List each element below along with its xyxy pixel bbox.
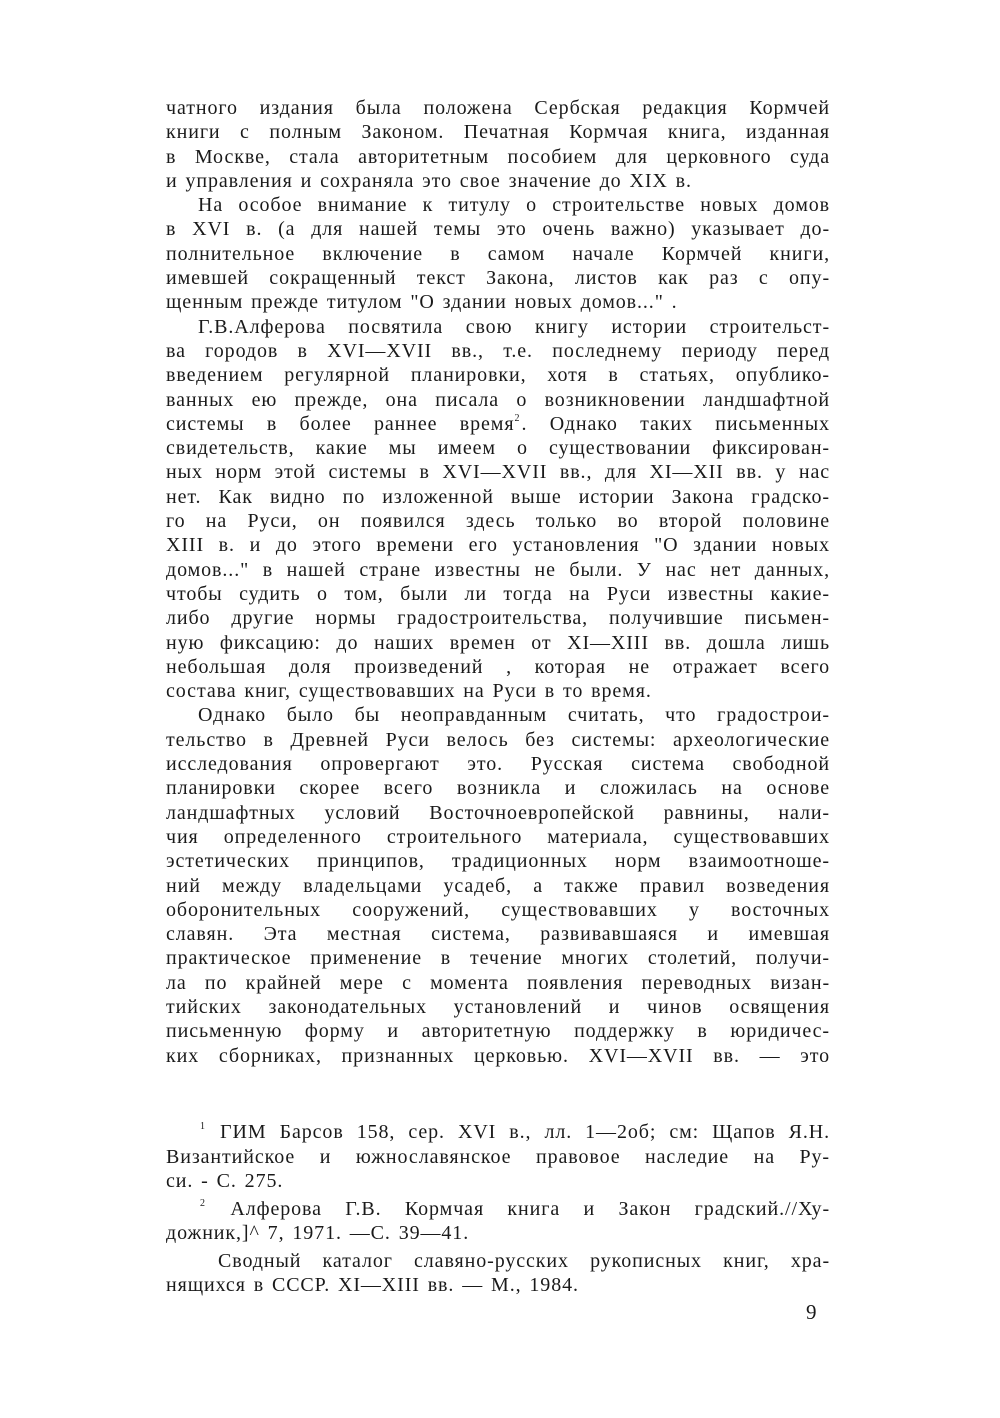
text-line: чтобы судить о том, были ли тогда на Руси известны какие- xyxy=(166,582,830,605)
text-line: оборонительных сооружений, существовавших у восточных xyxy=(166,898,830,921)
text-line-with-footnote-ref xyxy=(166,412,830,436)
text-line: полнительное включение в самом начале Кормчей книги, xyxy=(166,242,830,265)
paragraph-2 xyxy=(166,193,830,314)
text-line: ных норм этой системы в XVI—XVII вв., для XI—XII вв. у нас xyxy=(166,461,830,484)
text-line: в XVI в. (а для нашей темы это очень важно) указывает до- xyxy=(166,218,830,241)
text-line: планировки скорее всего возникла и сложилась на основе xyxy=(166,777,830,800)
text-line: тельство в Древней Руси велось без системы: археологические xyxy=(166,728,830,751)
text-line: ва городов в XVI—XVII вв., т.е. последнему периоду перед xyxy=(166,339,830,362)
text-line: и управления и сохраняла это свое значение до XIX в. xyxy=(166,169,692,192)
text-line: эстетических принципов, традиционных норм взаимоотноше- xyxy=(166,850,830,873)
text-line: книги с полным Законом. Печатная Кормчая книга, изданная xyxy=(166,121,830,144)
paragraph-3 xyxy=(166,315,830,704)
text-line: славян. Эта местная система, развивавшаяся и имевшая xyxy=(166,923,830,946)
paragraph-1 xyxy=(166,96,830,193)
footnote-line xyxy=(166,1197,830,1222)
paragraph-4 xyxy=(166,703,830,1067)
text-line: введением регулярной планировки, хотя в статьях, опублико- xyxy=(166,364,830,387)
text-line: небольшая доля произведений , которая не отражает всего xyxy=(166,655,830,678)
footnote-line xyxy=(166,1120,830,1145)
footnote-line: дожник,]^ 7, 1971. —С. 39—41. xyxy=(166,1222,470,1244)
text-line: ную фиксацию: до наших времен от XI—XIII вв. дошла лишь xyxy=(166,631,830,654)
text-line: в Москве, стала авторитетным пособием для церковного суда xyxy=(166,145,830,168)
text-line: щенным прежде титулом "О здании новых домов..." . xyxy=(166,291,678,314)
text-line: ванных ею прежде, она писала о возникновении ландшафтной xyxy=(166,388,830,411)
footnote-marker: 2 xyxy=(200,1197,205,1209)
text-segment: системы в более раннее время xyxy=(166,412,515,435)
text-line: имевшей сокращенный текст Закона, листов как раз с опу- xyxy=(166,267,830,290)
text-line: нет. Как видно по изложенной выше истории Закона градско- xyxy=(166,485,830,508)
text-line: письменную форму и авторитетную поддержку в юридичес- xyxy=(166,1020,830,1043)
text-line: ний между владельцами усадеб, а также правил возведения xyxy=(166,874,830,897)
footnote-line: си. - С. 275. xyxy=(166,1170,284,1192)
text-line: ландшафтных условий Восточноевропейской равнины, нали- xyxy=(166,801,830,824)
text-line: состава книг, существовавших на Руси в то время. xyxy=(166,680,652,703)
text-line: домов..." в нашей стране известны не были. У нас нет данных, xyxy=(166,558,830,581)
text-line: чатного издания была положена Сербская редакция Кормчей xyxy=(166,97,830,119)
text-line: Г.В.Алферова посвятила свою книгу истории строительст- xyxy=(198,315,830,338)
text-line: исследования опровергают это. Русская система свободной xyxy=(166,753,830,776)
text-line: тийских законодательных установлений и чинов освящения xyxy=(166,995,830,1018)
text-line: свидетельств, какие мы имеем о существовании фиксирован- xyxy=(166,437,830,460)
text-line: На особое внимание к титулу о строительстве новых домов xyxy=(198,194,830,217)
footnote-line: Сводный каталог славяно-русских рукописных книг, хра- xyxy=(218,1249,830,1272)
text-line: Однако было бы неоправданным считать, что градострои- xyxy=(198,704,830,727)
footnote-marker: 1 xyxy=(200,1121,205,1132)
text-line: го на Руси, он появился здесь только во второй половине xyxy=(166,510,830,533)
text-line: ких сборниках, признанных церковью. XVI—XVII вв. — это xyxy=(166,1044,830,1067)
text-line: либо другие нормы градостроительства, получившие письмен- xyxy=(166,607,830,630)
footnote-line: Византийское и южнославянское правовое наследие на Ру- xyxy=(166,1145,830,1168)
footnote-2 xyxy=(166,1197,830,1246)
footnote-reference: 2 xyxy=(514,412,520,424)
text-line: практическое применение в течение многих столетий, получи- xyxy=(166,947,830,970)
footnote-1 xyxy=(166,1120,830,1194)
text-segment: . Однако таких письменных xyxy=(521,412,831,435)
footnote-line: нящихся в СССР. XI—XIII вв. — М., 1984. xyxy=(166,1274,579,1296)
footnotes xyxy=(166,1120,830,1301)
text-line: XIII в. и до этого времени его установления "О здании новых xyxy=(166,534,830,557)
body-text xyxy=(166,96,830,1068)
page-number: 9 xyxy=(806,1300,817,1324)
footnote-3 xyxy=(166,1249,830,1298)
text-line: ла по крайней мере с момента появления переводных визан- xyxy=(166,971,830,994)
footnote-text: Алферова Г.В. Кормчая книга и Закон градский.//Ху- xyxy=(230,1197,830,1220)
footnote-text: ГИМ Барсов 158, сер. XVI в., лл. 1—2об; см: Щапов Я.Н. xyxy=(220,1121,830,1143)
text-line: чия определенного строительного материала, существовавших xyxy=(166,825,830,848)
